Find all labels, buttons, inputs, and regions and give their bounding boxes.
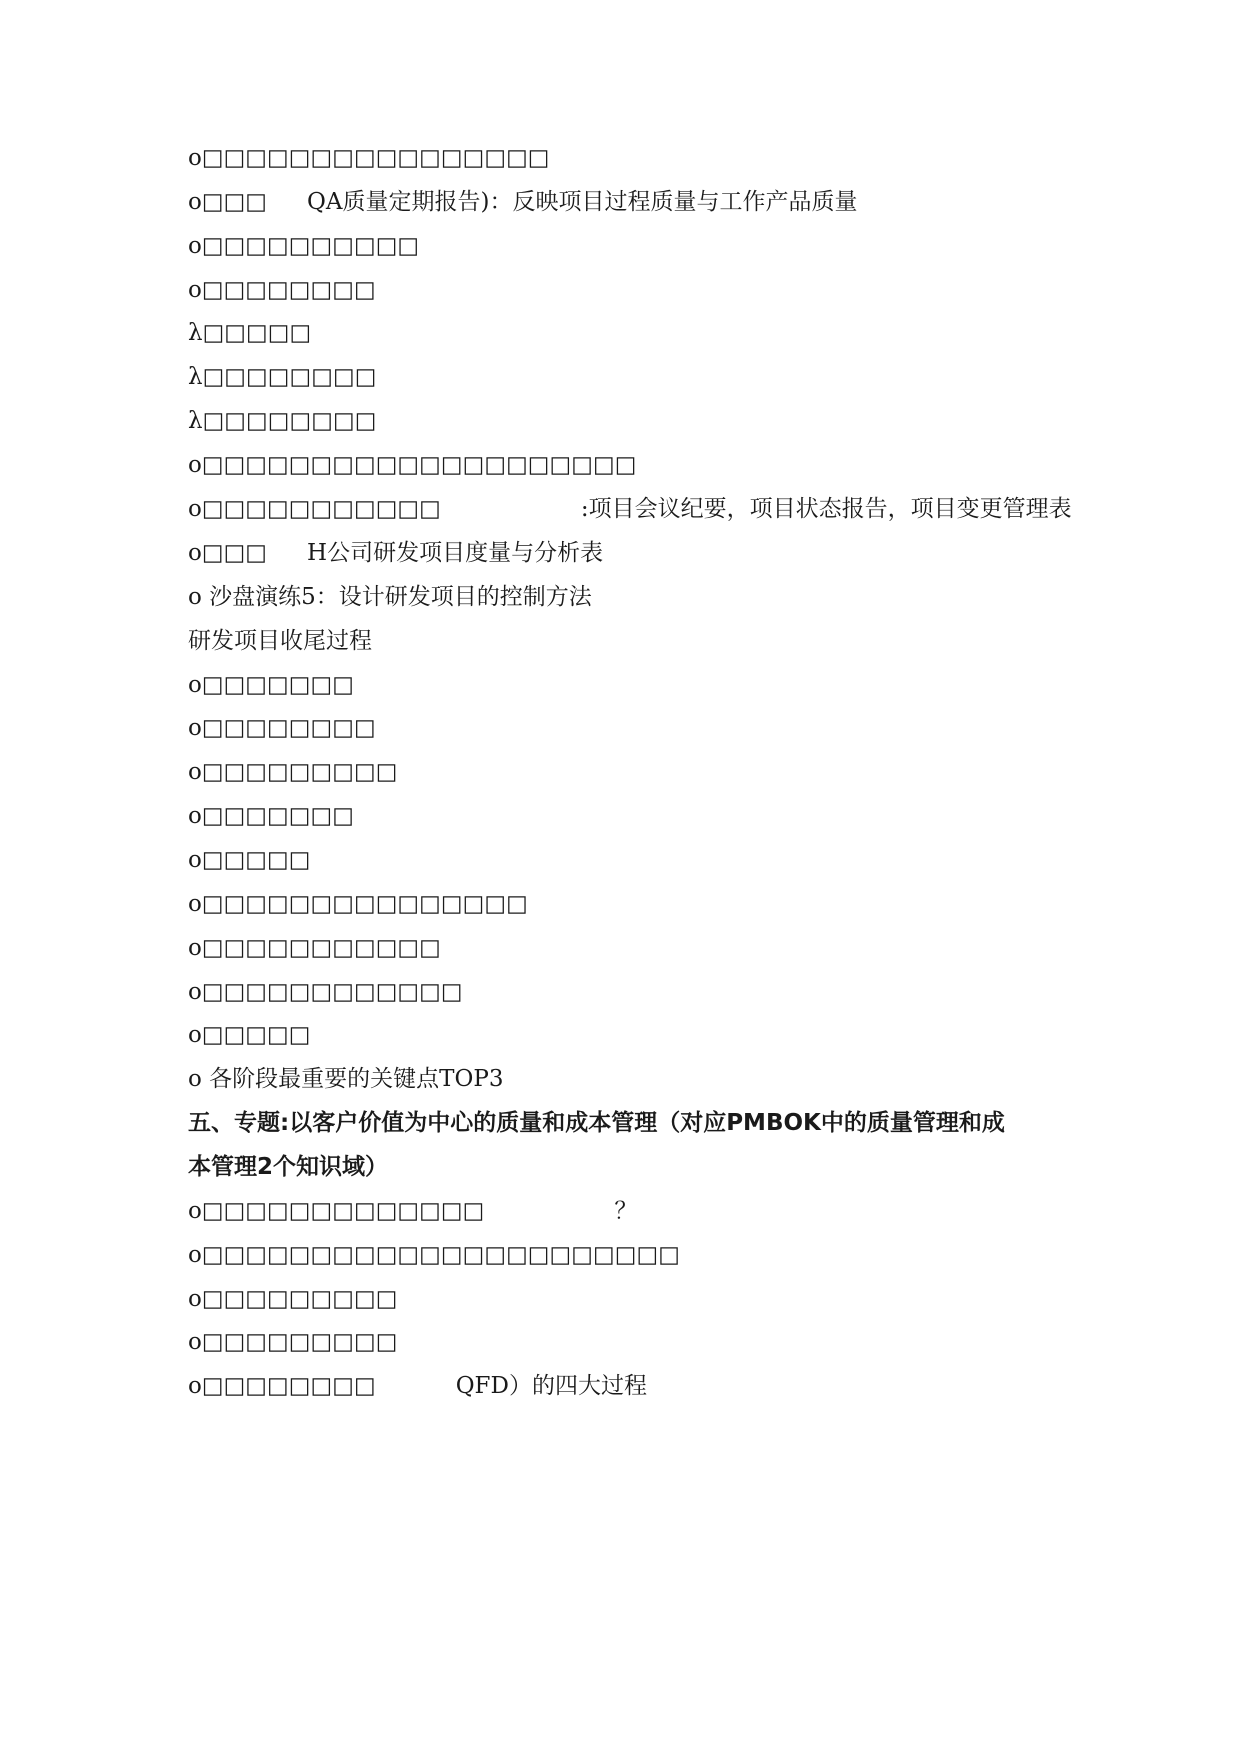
text-line-26: o□□□□□□□□□: [188, 1329, 398, 1355]
text-line-5: λ□□□□□: [188, 320, 312, 346]
text-line-9: o□□□□□□□□□□□ :项目会议纪要，项目状态报告，项目变更管理表: [188, 496, 1072, 522]
text-line-23: o□□□□□□□□□□□□□ ？: [188, 1198, 638, 1224]
text-line-18: o□□□□□□□□□□□□□□□: [188, 891, 528, 917]
text-line-20: o□□□□□□□□□□□□: [188, 979, 463, 1005]
text-line-15: o□□□□□□□□□: [188, 759, 398, 785]
text-line-19: o□□□□□□□□□□□: [188, 935, 441, 961]
section-heading-line-1: 五、专题:以客户价值为中心的质量和成本管理（对应PMBOK中的质量管理和成: [188, 1110, 1005, 1136]
text-line-25: o□□□□□□□□□: [188, 1286, 398, 1312]
text-line-14: o□□□□□□□□: [188, 715, 376, 741]
text-line-13: o□□□□□□□: [188, 672, 354, 698]
text-line-27: o□□□□□□□□ QFD）的四大过程: [188, 1373, 647, 1399]
text-line-2: o□□□ QA质量定期报告)：反映项目过程质量与工作产品质量: [188, 189, 858, 215]
text-line-12: 研发项目收尾过程: [188, 628, 372, 654]
text-line-4: o□□□□□□□□: [188, 277, 376, 303]
text-line-17: o□□□□□: [188, 847, 311, 873]
text-line-11: o 沙盘演练5：设计研发项目的控制方法: [188, 584, 592, 610]
text-line-8: o□□□□□□□□□□□□□□□□□□□□: [188, 452, 637, 478]
section-heading-line-2: 本管理2个知识域）: [188, 1154, 389, 1180]
text-line-1: o□□□□□□□□□□□□□□□□: [188, 145, 550, 171]
text-line-21: o□□□□□: [188, 1022, 311, 1048]
text-line-3: o□□□□□□□□□□: [188, 233, 420, 259]
text-line-7: λ□□□□□□□□: [188, 408, 377, 434]
text-line-24: o□□□□□□□□□□□□□□□□□□□□□□: [188, 1242, 680, 1268]
text-line-22: o 各阶段最重要的关键点TOP3: [188, 1066, 504, 1092]
text-line-6: λ□□□□□□□□: [188, 364, 377, 390]
text-line-10: o□□□ H公司研发项目度量与分析表: [188, 540, 604, 566]
text-line-16: o□□□□□□□: [188, 803, 354, 829]
